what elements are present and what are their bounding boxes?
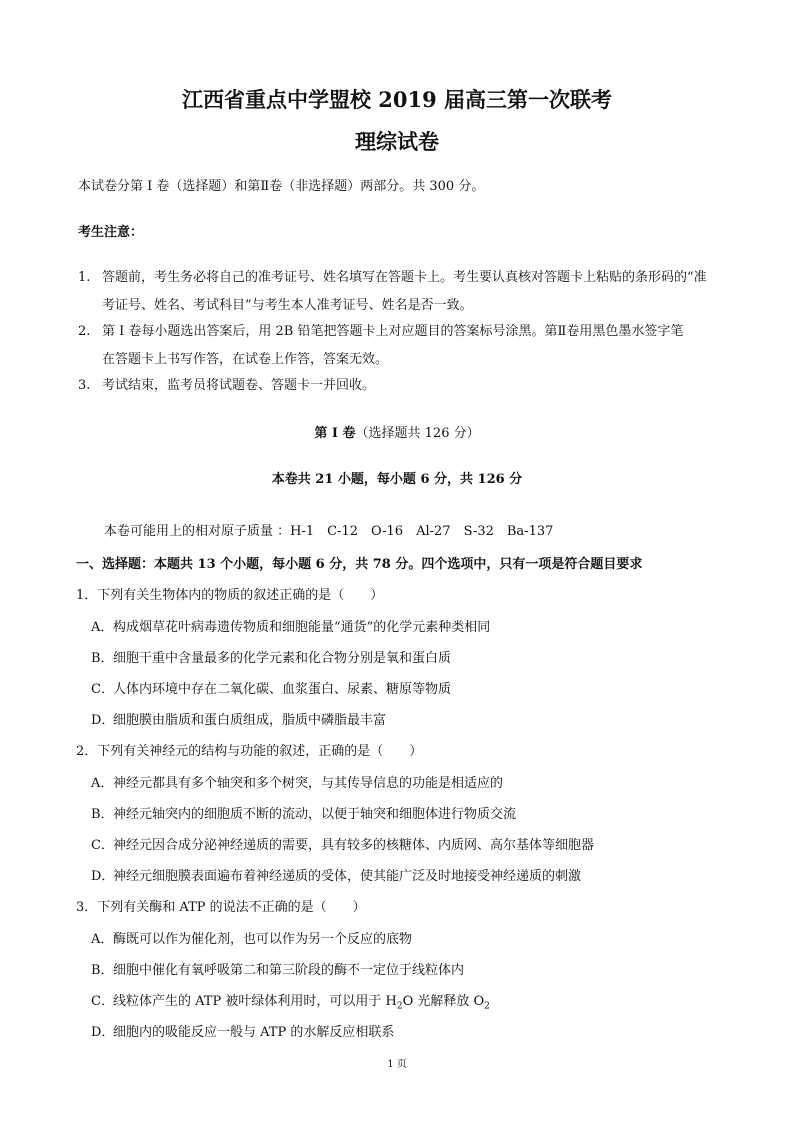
question-stem: 2．下列有关神经元的结构与功能的叙述，正确的是（ ） [76,744,423,759]
option-label: A． [91,932,114,947]
option-text: 神经元轴突内的细胞质不断的流动，以便于轴突和细胞体进行物质交流 [113,807,517,822]
notice-number: 1. [78,270,91,285]
option-text: 细胞干重中含量最多的化学元素和化合物分别是氧和蛋白质 [113,651,452,666]
option-label: A． [91,776,114,791]
notice-number: 2. [78,324,91,339]
option-d [91,1024,394,1042]
page-subtitle: 理综试卷 [355,129,439,154]
subscript: 2 [396,1001,403,1012]
option-text: 细胞中催化有氧呼吸第二和第三阶段的酶不一定位于线粒体内 [113,963,465,978]
notice-item [78,269,707,287]
question-stem: 3．下列有关酶和 ATP 的说法不正确的是（ ） [76,900,366,915]
option-text-part: O 光解释放 O [402,994,485,1009]
option-b [91,962,464,980]
option-c [91,993,490,1011]
page-title: 江西省重点中学盟校 2019 届高三第一次联考 [181,87,613,112]
option-label: B． [91,963,114,978]
notice-heading: 考生注意： [78,225,144,240]
option-text [113,994,490,1012]
option-a [91,775,503,793]
subscript: 2 [484,1001,490,1012]
option-label: C． [91,838,114,853]
notice-text: 答题前，考生务必将自己的准考证号、姓名填写在答题卡上。考生要认真核对答题卡上粘贴的条形码的“准 [102,270,707,285]
option-text: 人体内环境中存在二氧化碳、血浆蛋白、尿素、糖原等物质 [113,682,452,697]
section-heading [0,425,794,443]
notice-item [78,377,375,395]
option-label: A． [91,620,114,635]
option-text: 神经元都具有多个轴突和多个树突，与其传导信息的功能是相适应的 [113,776,504,791]
option-text: 构成烟草花叶病毒遗传物质和细胞能量“通货”的化学元素种类相同 [113,620,491,635]
notice-text-continued: 在答题卡上书写作答，在试卷上作答，答案无效。 [102,352,389,367]
notice-number: 3. [78,378,91,393]
option-b [91,806,516,824]
option-c [91,837,594,855]
option-text: 神经元因合成分泌神经递质的需要，具有较多的核糖体、内质网、高尔基体等细胞器 [113,838,595,853]
option-d [91,868,581,886]
intro-text: 本试卷分第 I 卷（选择题）和第Ⅱ卷（非选择题）两部分。共 300 分。 [78,179,485,194]
option-text: 细胞膜由脂质和蛋白质组成，脂质中磷脂最丰富 [113,713,387,728]
section-title: 第 I 卷 [314,426,356,441]
section-title-note: （选择题共 126 分） [355,426,480,441]
option-label: C． [91,994,114,1009]
option-label: B． [91,651,114,666]
option-label: D． [91,713,115,728]
notice-text: 第 I 卷每小题选出答案后，用 2B 铅笔把答题卡上对应题目的答案标号涂黑。第Ⅱ卷用黑色墨水签字笔 [102,324,684,339]
option-d [91,712,386,730]
section-summary: 本卷共 21 小题，每小题 6 分，共 126 分 [271,472,523,487]
option-label: C． [91,682,114,697]
part-heading: 一、选择题：本题共 13 个小题，每小题 6 分，共 78 分。四个选项中，只有一项是符合题目要求 [76,557,643,572]
notice-text: 考试结束，监考员将试题卷、答题卡一并回收。 [102,378,376,393]
option-text-part: 线粒体产生的 ATP 被叶绿体利用时，可以用于 H [113,994,397,1009]
option-label: D． [91,869,115,884]
option-text: 细胞内的吸能反应一般与 ATP 的水解反应相联系 [113,1025,395,1040]
option-a [91,619,490,637]
notice-text-continued: 考证号、姓名、考试科目”与考生本人准考证号、姓名是否一致。 [102,298,473,313]
page-footer: 1 页 [387,1059,407,1070]
option-label: B． [91,807,114,822]
notice-item [78,323,683,341]
option-c [91,681,451,699]
option-label: D． [91,1025,115,1040]
option-text: 神经元细胞膜表面遍布着神经递质的受体，使其能广泛及时地接受神经递质的刺激 [113,869,582,884]
atomic-mass-line: 本卷可能用上的相对原子质量 ：H-1 C-12 O-16 Al-27 S-32 Ba-137 [104,524,554,539]
option-b [91,650,451,668]
question-stem: 1．下列有关生物体内的物质的叙述正确的是（ ） [76,588,384,603]
option-text: 酶既可以作为催化剂，也可以作为另一个反应的底物 [113,932,413,947]
option-a [91,931,412,949]
